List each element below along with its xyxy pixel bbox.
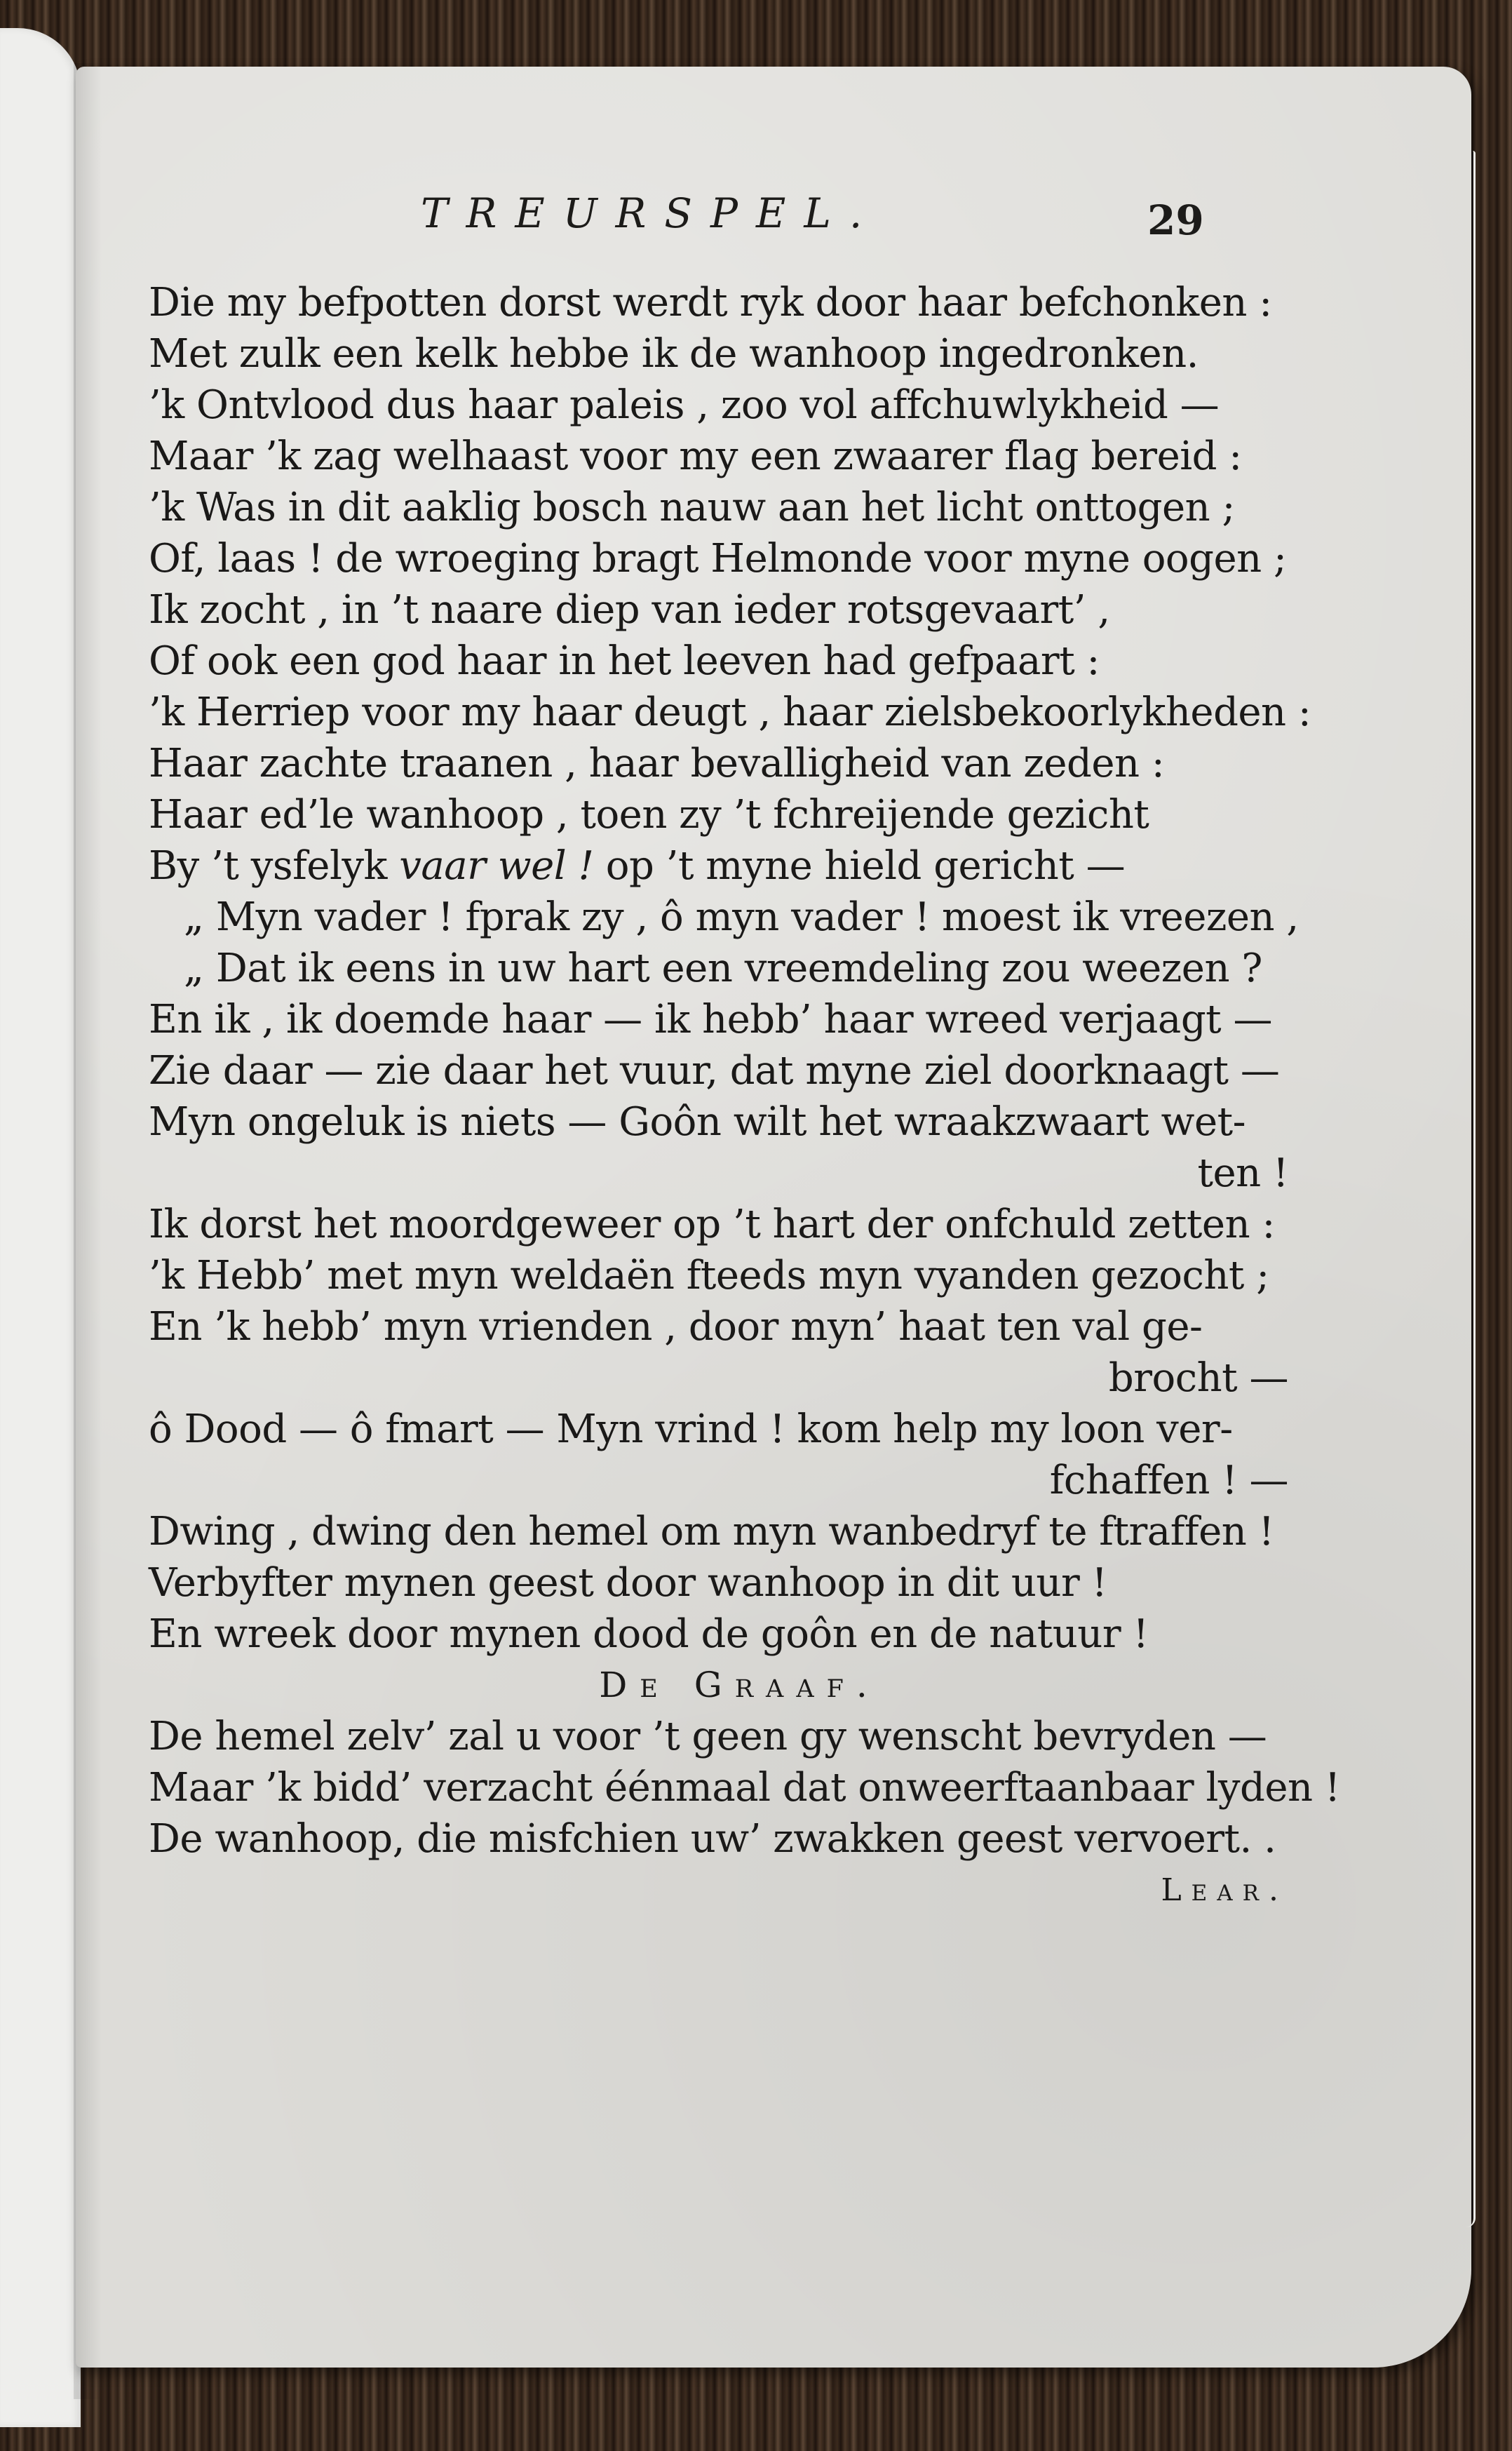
verse-line: Dwing , dwing den hemel om myn wanbedryf te ftraffen ! bbox=[149, 1509, 1274, 1554]
verse-line bbox=[149, 840, 1288, 892]
verse-line: Haar zachte traanen , haar bevalligheid van zeden : bbox=[149, 741, 1165, 786]
page-number: 29 bbox=[1147, 196, 1204, 244]
running-head: TREURSPEL. bbox=[421, 189, 881, 237]
verse-line: En ’k hebb’ myn vrienden , door myn’ haat ten val ge- bbox=[149, 1304, 1203, 1350]
gutter-shadow bbox=[74, 63, 102, 2399]
verse-line: ’k Herriep voor my haar deugt , haar zielsbekoorlykheden : bbox=[149, 690, 1311, 735]
verse-text: By ’t ysfelyk bbox=[149, 843, 400, 889]
verse-line: Verbyfter mynen geest door wanhoop in dit uur ! bbox=[149, 1560, 1107, 1606]
verse-block bbox=[149, 277, 1340, 1916]
verse-line: Haar ed’le wanhoop , toen zy ’t fchreijende gezicht bbox=[149, 792, 1149, 838]
verse-line: ô Dood — ô fmart — Myn vrind ! kom help my loon ver- bbox=[149, 1406, 1233, 1452]
catchword: Lear. bbox=[1161, 1872, 1288, 1908]
verse-line: Maar ’k zag welhaast voor my een zwaarer flag bereid : bbox=[149, 434, 1242, 479]
verse-line: Met zulk een kelk hebbe ik de wanhoop ingedronken. bbox=[149, 331, 1199, 377]
verse-line: En wreek door mynen dood de goôn en de natuur ! bbox=[149, 1611, 1149, 1657]
verse-runover: fchaffen ! — bbox=[1049, 1458, 1288, 1503]
verse-line: Zie daar — zie daar het vuur, dat myne ziel doorknaagt — bbox=[149, 1048, 1280, 1094]
verse-line: ’k Hebb’ met myn weldaën fteeds myn vyanden gezocht ; bbox=[149, 1253, 1269, 1298]
page-edge bbox=[1466, 151, 1476, 2227]
verse-line: ’k Ontvlood dus haar paleis , zoo vol affchuwlykheid — bbox=[149, 382, 1220, 428]
verse-line: ’k Was in dit aaklig bosch nauw aan het licht onttogen ; bbox=[149, 485, 1235, 530]
speaker-line: De wanhoop, die misfchien uw’ zwakken geest vervoert. . bbox=[149, 1816, 1276, 1862]
speaker-line: De hemel zelv’ zal u voor ’t geen gy wenscht bevryden — bbox=[149, 1714, 1267, 1759]
speaker-name: De Graaf. bbox=[599, 1665, 880, 1705]
quoted-verse-line: „ Dat ik eens in uw hart een vreemdeling zou weezen ? bbox=[184, 946, 1262, 991]
verse-line: En ik , ik doemde haar — ik hebb’ haar wreed verjaagt — bbox=[149, 997, 1272, 1042]
quoted-verse-line: „ Myn vader ! fprak zy , ô myn vader ! moest ik vreezen , bbox=[184, 894, 1299, 940]
verse-line: Ik zocht , in ’t naare diep van ieder rotsgevaart’ , bbox=[149, 587, 1110, 633]
italic-phrase: vaar wel ! bbox=[399, 843, 594, 889]
verse-runover: brocht — bbox=[1108, 1355, 1288, 1401]
verse-line: Of, laas ! de wroeging bragt Helmonde voor myne oogen ; bbox=[149, 536, 1287, 582]
verse-line: Myn ongeluk is niets — Goôn wilt het wraakzwaart wet- bbox=[149, 1099, 1246, 1145]
facing-left-page bbox=[0, 28, 81, 2427]
verse-runover: ten ! bbox=[1197, 1150, 1288, 1196]
verse-line: Of ook een god haar in het leeven had gefpaart : bbox=[149, 638, 1100, 684]
speaker-line: Maar ’k bidd’ verzacht éénmaal dat onweerftaanbaar lyden ! bbox=[149, 1765, 1340, 1811]
verse-line: Die my befpotten dorst werdt ryk door haar befchonken : bbox=[149, 280, 1272, 325]
verse-text: op ’t myne hield gericht — bbox=[593, 843, 1126, 889]
verse-line: Ik dorst het moordgeweer op ’t hart der onfchuld zetten : bbox=[149, 1202, 1275, 1247]
